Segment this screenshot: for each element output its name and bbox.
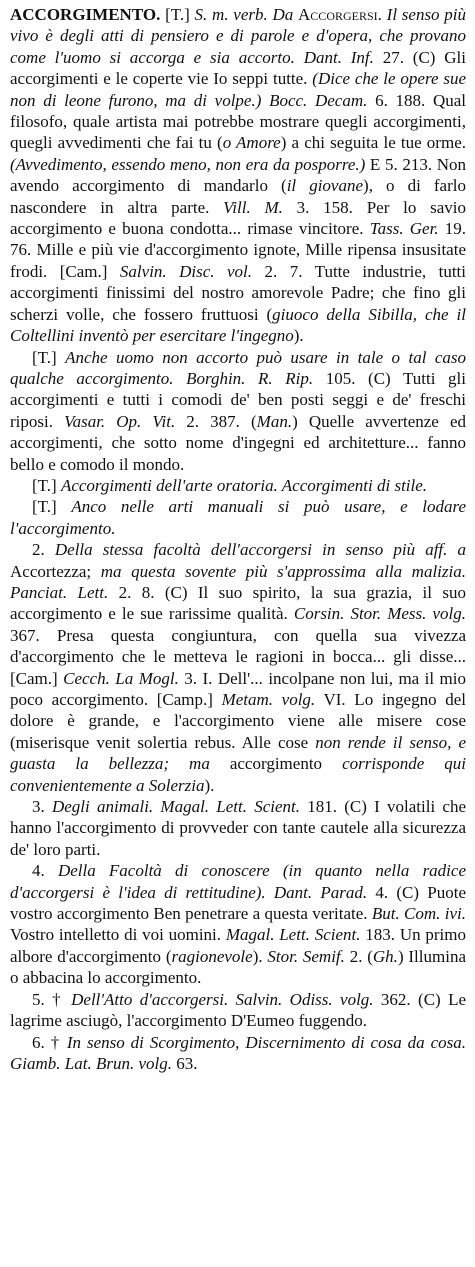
roman-text: 4. (C) Puote vostro accorgimento Ben penetrare a questa veritate. xyxy=(10,882,466,924)
roman-text: E 5. 213. Non avendo accorgimento di mandarlo ( xyxy=(10,154,466,196)
italic-text: Della stessa facoltà dell'accorgersi in senso più aff. a xyxy=(54,540,466,560)
roman-text: [T.] xyxy=(32,475,61,495)
entry-paragraph-7 xyxy=(10,989,466,1032)
roman-text: 6. † xyxy=(32,1032,67,1052)
italic-text: non rende il senso, e guasta la bellezza; ma xyxy=(10,732,466,774)
italic-text: Il senso più vivo è degli atti di pensiero e di parole e d'opera, che provano come l'uomo si accorga e sia accorto. Dant. Inf. xyxy=(10,5,467,67)
roman-text: 181. (C) I volatili che hanno l'accorgimento di provveder con tante cautele alla sicurezza de' loro parti. xyxy=(10,797,466,859)
entry-tag: [T.] xyxy=(165,5,190,24)
definition-text xyxy=(10,5,466,345)
roman-text: 5. † xyxy=(32,989,72,1009)
roman-text: 2. 8. (C) Il suo spirito, la sua grazia, il suo accorgimento e le sue rarissime qualità. xyxy=(10,582,466,624)
roman-text: ) Quelle avvertenze ed accorgimenti, che sotto nome d'ingegni ed architetture... fanno bello e comodo il mondo. xyxy=(10,411,466,474)
italic-text: Della Facoltà di conoscere (in quanto nella radice d'accorgersi è l'idea di rettitudine). Dant. Parad. xyxy=(10,861,466,902)
italic-text: But. Com. ivi. xyxy=(371,904,466,924)
roman-text: accorgimento xyxy=(209,754,343,774)
italic-text: In senso di Scorgimento, Discernimento di cosa da cosa. Giamb. Lat. Brun. volg. xyxy=(10,1032,466,1073)
entry-paragraph-4 xyxy=(10,539,466,796)
roman-text: 183. Un primo albore d'accorgimento ( xyxy=(10,925,466,966)
entry-paragraph-main xyxy=(10,4,466,347)
roman-text: 2. 7. Tutte industrie, tutti accorgimenti finissimi del nostro amorevole Padre; che fino gli scherzi volle, che fossero fruttuosi ( xyxy=(10,261,467,324)
roman-text: [T.] xyxy=(32,347,66,367)
roman-text: 3. 158. Per lo savio accorgimento e buona condotta... rimase vincitore. xyxy=(10,197,466,239)
italic-text: Magal. Lett. Scient. xyxy=(225,925,361,945)
roman-text: 6. 188. Qual filosofo, quale artista mai potrebbe mostrare quegli accorgimenti, quegli avvedimenti che fai tu ( xyxy=(10,90,466,153)
roman-text: 2. xyxy=(32,540,55,560)
italic-text: Degli animali. Magal. Lett. Scient. xyxy=(51,797,300,817)
italic-text: Anco nelle arti manuali si può usare, e lodare l'accorgimento. xyxy=(10,497,466,538)
italic-text: ragionevole xyxy=(171,946,253,966)
roman-text: ). xyxy=(252,946,268,966)
entry-paragraph-8 xyxy=(10,1032,466,1075)
italic-text: Anche uomo non accorto può usare in tale o tal caso qualche accorgimento. Borghin. R. Rip. xyxy=(10,347,466,388)
italic-text: ma questa sovente più s'approssima alla malizia. Panciat. Lett. xyxy=(10,561,466,602)
roman-text: 2. ( xyxy=(344,946,373,966)
roman-text: ). xyxy=(204,775,215,795)
italic-text: Cecch. La Mogl. xyxy=(63,668,179,688)
roman-text: ). xyxy=(293,326,304,346)
entry-paragraph-5 xyxy=(10,796,466,860)
roman-text: Accortezza; xyxy=(10,561,101,581)
roman-text: ) Illumina o abbacina lo accorgimento. xyxy=(10,946,466,988)
roman-text: Vostro intelletto di voi uomini. xyxy=(10,925,226,945)
italic-text: Man. xyxy=(256,411,293,431)
italic-text: corrisponde qui convenientemente a Solerzia xyxy=(10,754,466,795)
italic-text: Salvin. Disc. vol. xyxy=(119,261,253,281)
entry-paragraph-3 xyxy=(10,496,466,539)
entry-paragraph-6 xyxy=(10,860,466,988)
entry-sections xyxy=(10,347,466,1075)
italic-text: Accorgimenti dell'arte oratoria. Accorgimenti di stile. xyxy=(60,475,428,495)
italic-text: Vill. M. xyxy=(223,197,283,217)
etymology: Accorgersi. xyxy=(298,5,382,24)
roman-text: 3. I. Dell'... incolpane non lui, ma il mio poco accorgimento. [Camp.] xyxy=(10,668,466,709)
italic-text: giuoco della Sibilla, che il Coltellini inventò per esercitare l'ingegno xyxy=(10,304,466,346)
italic-text: Vasar. Op. Vit. xyxy=(64,411,176,431)
italic-text: (Dice che le opere sue non di leone furono, ma di volpe.) Bocc. Decam. xyxy=(10,69,466,110)
roman-text: 362. (C) Le lagrime asciugò, l'accorgimento D'Eumeo fuggendo. xyxy=(10,989,466,1031)
italic-text: (Avvedimento, essendo meno, non era da posporre.) xyxy=(10,154,366,174)
roman-text: 4. xyxy=(32,861,58,881)
italic-text: Metam. volg. xyxy=(221,690,316,709)
roman-text: 63. xyxy=(171,1053,198,1073)
italic-text: Dell'Atto d'accorgersi. Salvin. Odiss. volg. xyxy=(71,989,374,1009)
italic-text: Tass. Ger. xyxy=(369,219,439,239)
italic-text: Corsin. Stor. Mess. volg. xyxy=(293,604,466,624)
roman-text: VI. Lo ingegno del dolore è grande, e l'accorgimento viene alle misere cose (miserisque venit solertia rebus. Alle cose xyxy=(10,690,466,752)
roman-text: ) a chi seguita le tue orme. xyxy=(280,133,466,153)
roman-text: 367. Presa questa congiuntura, con quella sua vivezza d'accorgimento che le metteva le ragioni in bocca... gli disse... [Cam.] xyxy=(10,625,466,688)
entry-paragraph-1 xyxy=(10,347,466,475)
headword: ACCORGIMENTO. xyxy=(10,5,161,24)
entry-paragraph-2 xyxy=(10,475,466,496)
roman-text: [T.] xyxy=(32,497,72,517)
roman-text: 27. (C) Gli accorgimenti e le coperte vie Io seppi tutte. xyxy=(10,47,466,89)
roman-text: 3. xyxy=(32,797,52,817)
roman-text: ), o di farlo nascondere in altra parte. xyxy=(10,176,466,217)
roman-text: 105. (C) Tutti gli accorgimenti e tutti i comodi de' ben posti seggi e de' freschi riposi. xyxy=(10,368,466,431)
italic-text: Stor. Semif. xyxy=(267,946,345,966)
italic-text: Gh. xyxy=(372,946,398,966)
roman-text: 2. 387. ( xyxy=(175,411,257,431)
part-of-speech: S. m. verb. Da xyxy=(194,5,294,24)
italic-text: il giovane xyxy=(286,176,364,196)
roman-text: 19. 76. Mille e più vie d'accorgimento ignote, Mille ripensa insusitate frodi. [Cam.] xyxy=(10,219,466,281)
italic-text: o Amore xyxy=(222,133,281,153)
